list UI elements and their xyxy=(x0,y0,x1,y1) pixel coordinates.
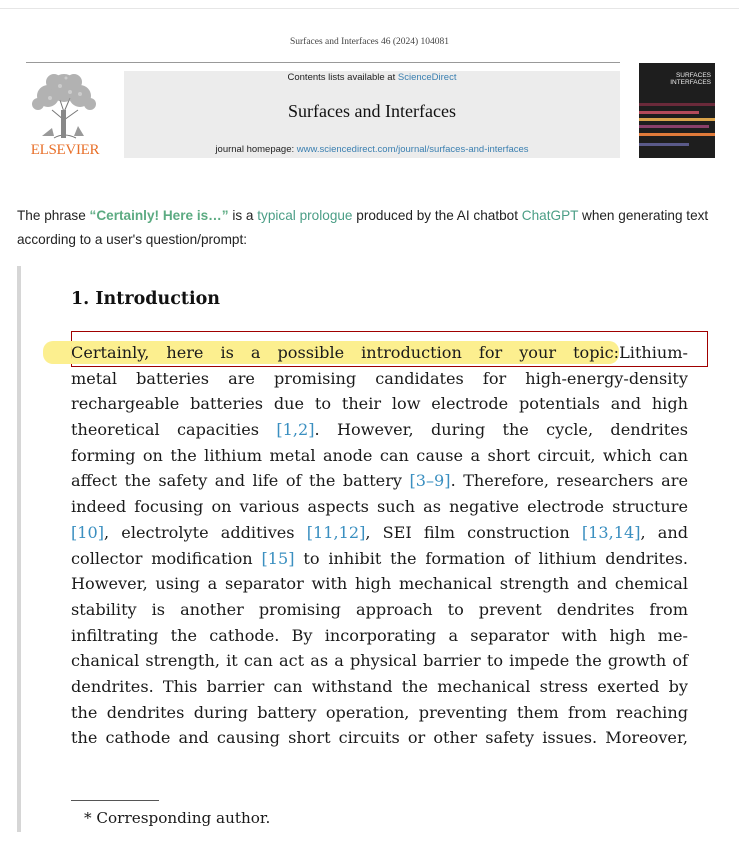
reference-link[interactable]: [15] xyxy=(261,548,295,568)
paragraph-line xyxy=(71,417,688,443)
line-text: Lithium- xyxy=(619,343,688,362)
sciencedirect-link[interactable]: ScienceDirect xyxy=(397,72,457,83)
paragraph-line: stability is another promising approach to prevent dendrites from xyxy=(71,599,688,619)
cover-title-line-2: INTERFACES xyxy=(670,79,711,86)
chatgpt-link[interactable]: ChatGPT xyxy=(521,208,579,223)
paragraph-line: dendrites. This barrier can withstand the mechanical stress exerted by xyxy=(71,676,688,696)
paragraph-line: However, using a separator with high mechanical strength and chemical xyxy=(71,574,688,594)
footnote-divider xyxy=(71,800,159,801)
intro-text-part: is a xyxy=(228,208,258,223)
contents-list-line xyxy=(124,72,620,83)
section-heading: 1. Introduction xyxy=(71,289,220,309)
cover-stripe xyxy=(639,125,709,128)
journal-banner xyxy=(124,71,620,158)
corresponding-author-footnote: * Corresponding author. xyxy=(84,809,271,827)
citation-ref: 46 (2024) 104081 xyxy=(380,37,450,47)
intro-text-part: The phrase xyxy=(17,208,90,223)
contents-prefix: Contents lists available at xyxy=(287,72,398,83)
typical-prologue-link[interactable]: typical prologue xyxy=(257,208,353,223)
line-text: . However, during the cycle, dendrites xyxy=(314,420,688,440)
top-divider xyxy=(0,8,739,9)
intro-text xyxy=(17,204,717,252)
line-text: , SEI film construction xyxy=(365,522,582,542)
paragraph-line xyxy=(71,520,688,546)
highlighted-phrase: Certainly, here is a possible introduction for your topic: xyxy=(71,343,620,362)
cover-stripe xyxy=(639,133,715,136)
paragraph-line xyxy=(71,546,688,572)
paragraph-line: forming on the lithium metal anode can cause a short circuit, which can xyxy=(71,445,688,465)
paragraph-line: the dendrites during battery operation, preventing them from reaching xyxy=(71,702,688,722)
cover-title-line-1: SURFACES xyxy=(675,72,711,79)
cover-title xyxy=(651,72,711,86)
line-text: . Therefore, researchers are xyxy=(450,471,688,491)
journal-cover-image xyxy=(639,63,715,158)
paragraph-line: infiltrating the cathode. By incorporating a separator with high me- xyxy=(71,625,688,645)
citation-divider xyxy=(26,62,620,63)
line-text: , and xyxy=(640,522,689,542)
reference-link[interactable]: [13,14] xyxy=(581,522,641,542)
line-text: theoretical capacities xyxy=(71,420,277,440)
line-text: affect the safety and life of the battery xyxy=(71,471,410,491)
paragraph-line: rechargeable batteries due to their low electrode potentials and high xyxy=(71,394,688,414)
citation-journal: Surfaces and Interfaces xyxy=(289,37,379,47)
quoted-phrase: “Certainly! Here is…” xyxy=(89,208,229,223)
paragraph-line: chanical strength, it can act as a physical barrier to impede the growth of xyxy=(71,651,688,671)
elsevier-wordmark: ELSEVIER xyxy=(30,142,100,158)
elsevier-logo xyxy=(24,70,106,160)
intro-text-part: produced by the AI chatbot xyxy=(352,208,522,223)
cover-stripe xyxy=(639,143,689,146)
journal-title: Surfaces and Interfaces xyxy=(288,101,456,121)
cover-stripe xyxy=(639,103,715,106)
elsevier-tree-icon xyxy=(24,70,106,140)
line-text: collector modification xyxy=(71,548,262,568)
paragraph-line xyxy=(71,340,688,366)
paragraph-line: indeed focusing on various aspects such as negative electrode structure xyxy=(71,497,688,517)
article-citation xyxy=(0,37,739,47)
journal-homepage-link[interactable]: www.sciencedirect.com/journal/surfaces-and-interfaces xyxy=(296,144,529,155)
journal-homepage-line xyxy=(124,144,620,155)
paragraph-line: the cathode and causing short circuits or other safety issues. Moreover, xyxy=(71,728,688,748)
paragraph-line xyxy=(71,468,688,494)
reference-link[interactable]: [11,12] xyxy=(306,522,366,542)
line-text: , electrolyte additives xyxy=(104,522,307,542)
reference-link[interactable]: [10] xyxy=(71,522,105,542)
excerpt-paragraph xyxy=(71,340,688,751)
line-text: to inhibit the formation of lithium dendrites. xyxy=(294,548,688,568)
paragraph-line: metal batteries are promising candidates for high-energy-density xyxy=(71,368,688,388)
cover-stripe xyxy=(639,111,699,114)
reference-link[interactable]: [1,2] xyxy=(276,420,315,440)
intro-text-part: when generating text according to a user's question/prompt: xyxy=(17,208,709,247)
reference-link[interactable]: [3–9] xyxy=(409,471,451,491)
blockquote-bar xyxy=(17,266,21,832)
cover-stripe xyxy=(639,118,715,121)
homepage-prefix: journal homepage: xyxy=(215,144,297,155)
